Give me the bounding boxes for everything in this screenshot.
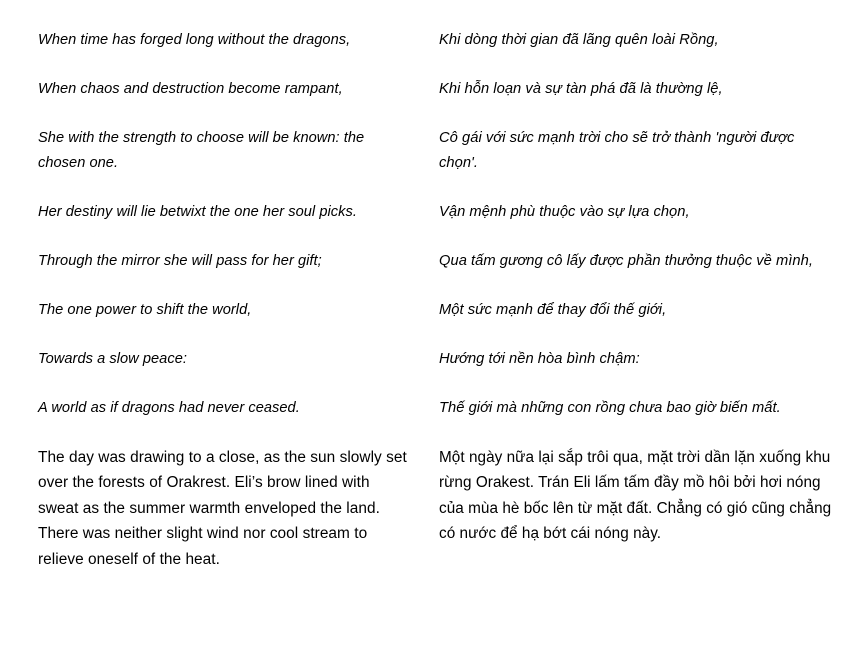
vietnamese-column [420, 28, 843, 547]
stanza-line: Vận mệnh phù thuộc vào sự lựa chọn, [439, 203, 690, 220]
stanza-line: Towards a slow peace: [38, 350, 187, 367]
stanza-line: Khi hỗn loạn và sự tàn phá đã là thường lệ, [439, 81, 723, 97]
stanza-line: When chaos and destruction become rampant, [38, 81, 343, 97]
two-column-layout [0, 28, 843, 572]
english-column [0, 28, 420, 572]
prose-paragraph: The day was drawing to a close, as the sun slowly set over the forests of Orakrest. Eli’s brow lined with sweat as the summer warmth enveloped the land. There was neither slight wind nor cool stream to relieve oneself of the heat. [38, 448, 407, 568]
stanza-line: The one power to shift the world, [38, 301, 252, 318]
stanza-line: Một sức mạnh để thay đổi thế giới, [439, 301, 667, 318]
prose-paragraph: Một ngày nữa lại sắp trôi qua, mặt trời dần lặn xuống khu rừng Orakest. Trán Eli lấm tấm đầy mồ hôi bởi hơi nóng của mùa hè bốc lên từ mặt đất. Chẳng có gió cũng chẳng có nước để hạ bớt cái nóng này. [439, 448, 832, 543]
stanza-line: Hướng tới nền hòa bình chậm: [439, 350, 640, 367]
stanza-line: Khi dòng thời gian đã lãng quên loài Rồng, [439, 32, 719, 48]
stanza-line: A world as if dragons had never ceased. [38, 399, 300, 416]
stanza-line: Qua tấm gương cô lấy được phần thưởng thuộc về mình, [439, 252, 813, 269]
stanza-line: Cô gái với sức mạnh trời cho sẽ trở thành 'người được chọn'. [439, 130, 795, 171]
stanza-line: Thế giới mà những con rồng chưa bao giờ biến mất. [439, 399, 781, 416]
stanza-line: Her destiny will lie betwixt the one her soul picks. [38, 203, 357, 220]
stanza-line: When time has forged long without the dragons, [38, 32, 351, 48]
stanza-line: She with the strength to choose will be known: the chosen one. [38, 130, 365, 171]
stanza-line: Through the mirror she will pass for her gift; [38, 252, 322, 269]
